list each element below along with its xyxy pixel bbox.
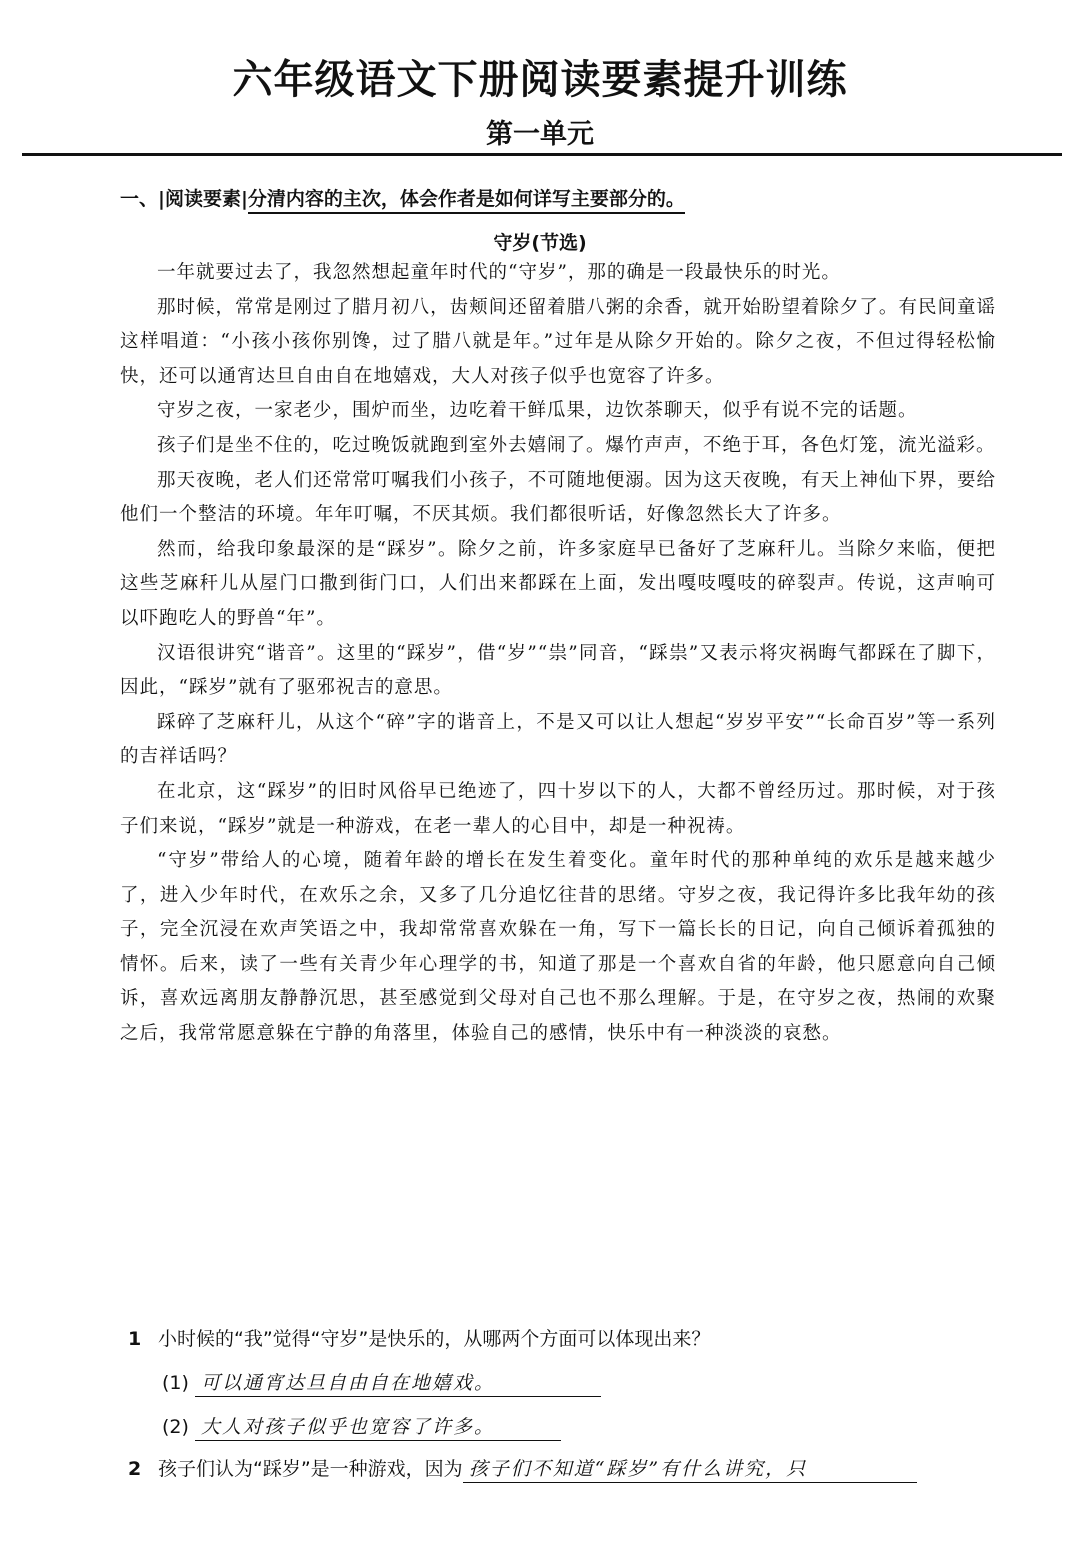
passage-paragraph: 汉语很讲究“谐音”。这里的“踩岁”，借“岁”“祟”同音，“踩祟”又表示将灾祸晦气都踩在了脚下，因此，“踩岁”就有了驱邪祝吉的意思。 (120, 642, 996, 699)
passage-paragraph: “守岁”带给人的心境，随着年龄的增长在发生着变化。童年时代的那种单纯的欢乐是越来越少了，进入少年时代，在欢乐之余，又多了几分追忆往昔的思绪。守岁之夜，我记得许多比我年幼的孩子，完全沉浸在欢声笑语之中，我却常常喜欢躲在一角，写下一篇长长的日记，向自己倾诉着孤独的情怀。后来，读了一些有关青少年心理学的书，知道了那是一个喜欢自省的年龄，他只愿意向自己倾诉，喜欢远离朋友静静沉思，甚至感觉到父母对自己也不那么理解。于是，在守岁之夜，热闹的欢聚之后，我常常愿意躲在宁静的角落里，体验自己的感情，快乐中有一种淡淡的哀愁。 (120, 850, 996, 1045)
question-number: 2 (128, 1458, 142, 1480)
passage-paragraph: 踩碎了芝麻秆儿，从这个“碎”字的谐音上，不是又可以让人想起“岁岁平安”“长命百岁”等一系列的吉祥话吗？ (120, 711, 996, 768)
header-divider (22, 153, 1062, 156)
passage-body (120, 256, 996, 1052)
reading-requirement: 分清内容的主次，体会作者是如何详写主要部分的。 (248, 188, 685, 214)
answer-line-1 (162, 1368, 601, 1397)
passage-paragraph: 孩子们是坐不住的，吃过晚饭就跑到室外去嬉闹了。爆竹声声，不绝于耳，各色灯笼，流光溢彩。 (157, 434, 996, 456)
answer-text: 大人对孩子似乎也宽容了许多。 (195, 1412, 561, 1441)
page-title: 六年级语文下册阅读要素提升训练 (232, 57, 848, 103)
answer-text: 可以通宵达旦自由自在地嬉戏。 (195, 1368, 601, 1397)
passage-paragraph: 守岁之夜，一家老少，围炉而坐，边吃着干鲜瓜果，边饮茶聊天，似乎有说不完的话题。 (157, 400, 918, 422)
answer-label: (1) (162, 1372, 189, 1394)
answer-label: (2) (162, 1416, 189, 1438)
question-text: 孩子们认为“踩岁”是一种游戏，因为 (158, 1458, 463, 1480)
question-text: 小时候的“我”觉得“守岁”是快乐的，从哪两个方面可以体现出来？ (158, 1328, 711, 1350)
section-prefix: 一、 (120, 188, 159, 210)
answer-text: 孩子们不知道“踩岁”有什么讲究，只 (463, 1454, 917, 1483)
reading-element-tag: |阅读要素| (158, 188, 248, 210)
answer-line-2 (162, 1412, 561, 1441)
section-heading (120, 184, 1000, 214)
passage-paragraph: 在北京，这“踩岁”的旧时风俗早已绝迹了，四十岁以下的人，大都不曾经历过。那时候，对于孩子们来说，“踩岁”就是一种游戏，在老一辈人的心目中，却是一种祝祷。 (120, 780, 996, 837)
passage-paragraph: 然而，给我印象最深的是“踩岁”。除夕之前，许多家庭早已备好了芝麻秆儿。当除夕来临，便把这些芝麻秆儿从屋门口撒到街门口，人们出来都踩在上面，发出嘎吱嘎吱的碎裂声。传说，这声响可以吓跑吃人的野兽“年”。 (120, 538, 996, 629)
passage-title: 守岁(节选) (493, 232, 587, 254)
unit-title: 第一单元 (486, 119, 594, 150)
question-number: 1 (128, 1328, 142, 1350)
question-1 (128, 1324, 710, 1351)
passage-paragraph: 一年就要过去了，我忽然想起童年时代的“守岁”，那的确是一段最快乐的时光。 (157, 262, 841, 283)
question-2 (128, 1454, 917, 1483)
passage-paragraph: 那天夜晚，老人们还常常叮嘱我们小孩子，不可随地便溺。因为这天夜晚，有天上神仙下界，要给他们一个整洁的环境。年年叮嘱，不厌其烦。我们都很听话，好像忽然长大了许多。 (120, 469, 996, 526)
passage-paragraph: 那时候，常常是刚过了腊月初八，齿颊间还留着腊八粥的余香，就开始盼望着除夕了。有民间童谣这样唱道：“小孩小孩你别馋，过了腊八就是年。”过年是从除夕开始的。除夕之夜，不但过得轻松愉快，还可以通宵达旦自由自在地嬉戏，大人对孩子似乎也宽容了许多。 (120, 296, 996, 387)
